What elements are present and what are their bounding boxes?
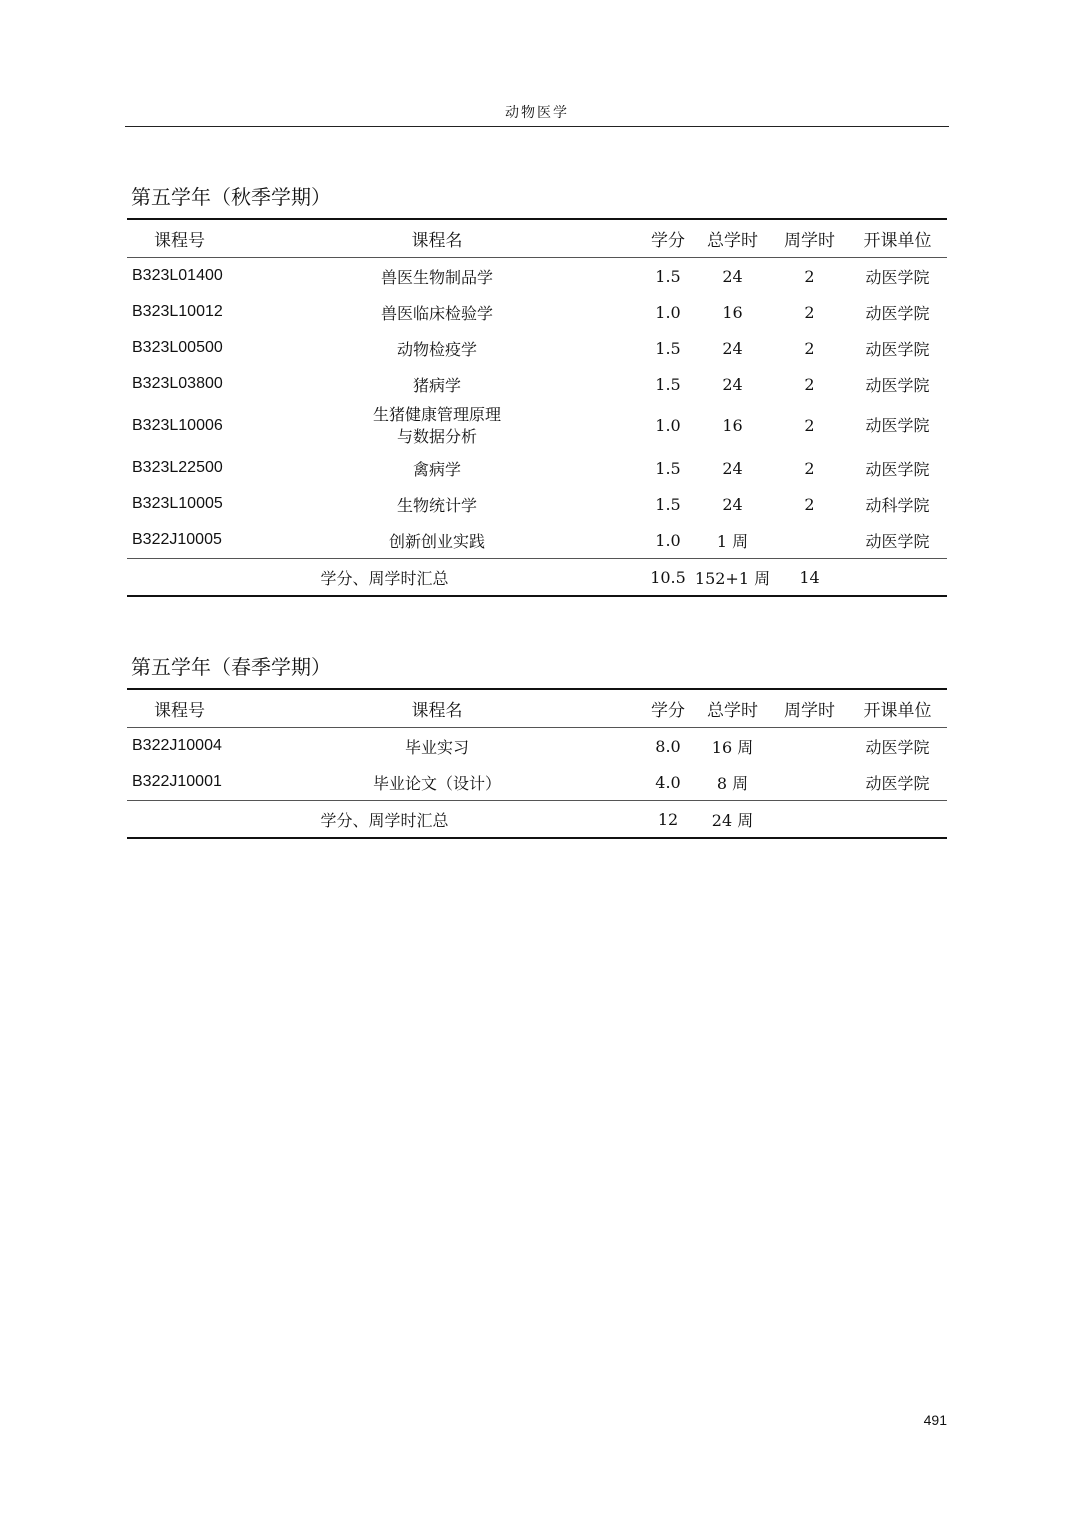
credit: 1.5 [655, 494, 681, 514]
course-code: B323L10006 [132, 417, 223, 434]
department: 动医学院 [865, 303, 930, 323]
table-row [127, 522, 947, 559]
section-title: 第五学年（秋季学期） [131, 185, 331, 209]
department: 动医学院 [865, 267, 930, 287]
total-hours: 24 [722, 266, 743, 286]
table-row [127, 764, 947, 801]
weekly-hours [771, 728, 848, 765]
total-department [848, 801, 947, 839]
course-name [232, 402, 642, 450]
header-credit: 学分 [651, 231, 685, 251]
header-department: 开课单位 [863, 231, 932, 251]
table-row [127, 330, 947, 366]
total-weekly-hours [771, 801, 848, 839]
table-row [127, 450, 947, 486]
total-row [127, 559, 947, 597]
table-row [127, 258, 947, 295]
course-code: B323L10005 [132, 495, 223, 512]
course-table-autumn [127, 218, 947, 597]
credit: 1.5 [655, 374, 681, 394]
total-credit: 12 [657, 809, 679, 829]
total-label: 学分、周学时汇总 [320, 810, 449, 830]
course-code: B323L03800 [132, 375, 223, 392]
running-header: 动物医学 [125, 100, 949, 127]
total-hours: 8 周 [716, 773, 749, 793]
course-name: 兽医临床检验学 [380, 303, 493, 323]
course-name: 动物检疫学 [396, 339, 477, 359]
department: 动医学院 [865, 737, 930, 757]
course-name: 猪病学 [412, 375, 461, 395]
department: 动医学院 [865, 459, 930, 479]
department: 动医学院 [865, 773, 930, 793]
course-code: B322J10005 [132, 531, 222, 548]
course-code: B322J10001 [132, 773, 222, 790]
total-hours-sum: 152+1 周 [694, 568, 771, 588]
course-name: 创新创业实践 [388, 531, 485, 551]
table-row [127, 402, 947, 450]
credit: 1.5 [655, 266, 681, 286]
total-label: 学分、周学时汇总 [320, 568, 449, 588]
table-row [127, 486, 947, 522]
total-hours: 24 [722, 458, 743, 478]
total-hours: 16 周 [711, 737, 754, 757]
course-code: B322J10004 [132, 737, 222, 754]
course-name: 毕业实习 [404, 737, 469, 757]
weekly-hours: 2 [804, 494, 815, 514]
department: 动医学院 [865, 339, 930, 359]
page-number: 491 [923, 1412, 947, 1428]
weekly-hours [771, 522, 848, 559]
header-course-code: 课程号 [154, 701, 205, 721]
credit: 4.0 [655, 772, 681, 792]
header-department: 开课单位 [863, 701, 932, 721]
credit: 1.5 [655, 458, 681, 478]
weekly-hours: 2 [804, 338, 815, 358]
header-course-name: 课程名 [411, 231, 463, 251]
header-weekly-hours: 周学时 [784, 701, 835, 721]
total-weekly-hours: 14 [799, 567, 820, 587]
course-table-spring [127, 688, 947, 839]
table-row [127, 294, 947, 330]
course-name-line-1: 生猪健康管理原理 [372, 405, 501, 424]
weekly-hours: 2 [804, 266, 815, 286]
table-row [127, 728, 947, 765]
table-header-row [127, 219, 947, 258]
header-credit: 学分 [651, 701, 685, 721]
total-credit: 10.5 [650, 567, 686, 587]
total-department [848, 559, 947, 597]
course-name: 生物统计学 [396, 495, 477, 515]
course-name-line-2: 与数据分析 [396, 427, 477, 446]
header-course-name: 课程名 [411, 701, 463, 721]
table-header-row [127, 689, 947, 728]
weekly-hours: 2 [804, 374, 815, 394]
course-code: B323L01400 [132, 267, 223, 284]
department: 动医学院 [865, 531, 930, 551]
total-hours: 16 [722, 302, 743, 322]
weekly-hours [771, 764, 848, 801]
department: 动医学院 [865, 375, 930, 395]
credit: 1.0 [655, 530, 681, 550]
total-hours: 24 [722, 494, 743, 514]
total-hours: 24 [722, 338, 743, 358]
course-name: 禽病学 [412, 459, 461, 479]
total-hours: 24 [722, 374, 743, 394]
credit: 1.0 [655, 302, 681, 322]
autumn-semester-section [127, 184, 947, 597]
course-name: 兽医生物制品学 [380, 267, 493, 287]
course-code: B323L22500 [132, 459, 223, 476]
section-title: 第五学年（春季学期） [131, 655, 331, 679]
header-total-hours: 总学时 [707, 701, 758, 721]
credit: 1.0 [655, 416, 681, 435]
weekly-hours: 2 [804, 302, 815, 322]
course-code: B323L10012 [132, 303, 223, 320]
course-name: 毕业论文（设计） [372, 773, 501, 793]
credit: 1.5 [655, 338, 681, 358]
total-row [127, 801, 947, 839]
department: 动医学院 [865, 416, 930, 435]
total-hours-sum: 24 周 [711, 810, 754, 830]
course-code: B323L00500 [132, 339, 223, 356]
spring-semester-section [127, 654, 947, 839]
department: 动科学院 [865, 495, 930, 515]
total-hours: 1 周 [716, 531, 749, 551]
weekly-hours: 2 [804, 458, 815, 478]
header-total-hours: 总学时 [707, 231, 758, 251]
total-hours: 16 [722, 416, 743, 435]
header-course-code: 课程号 [154, 231, 205, 251]
header-weekly-hours: 周学时 [784, 231, 835, 251]
credit: 8.0 [655, 736, 681, 756]
table-row [127, 366, 947, 402]
weekly-hours: 2 [804, 416, 815, 435]
